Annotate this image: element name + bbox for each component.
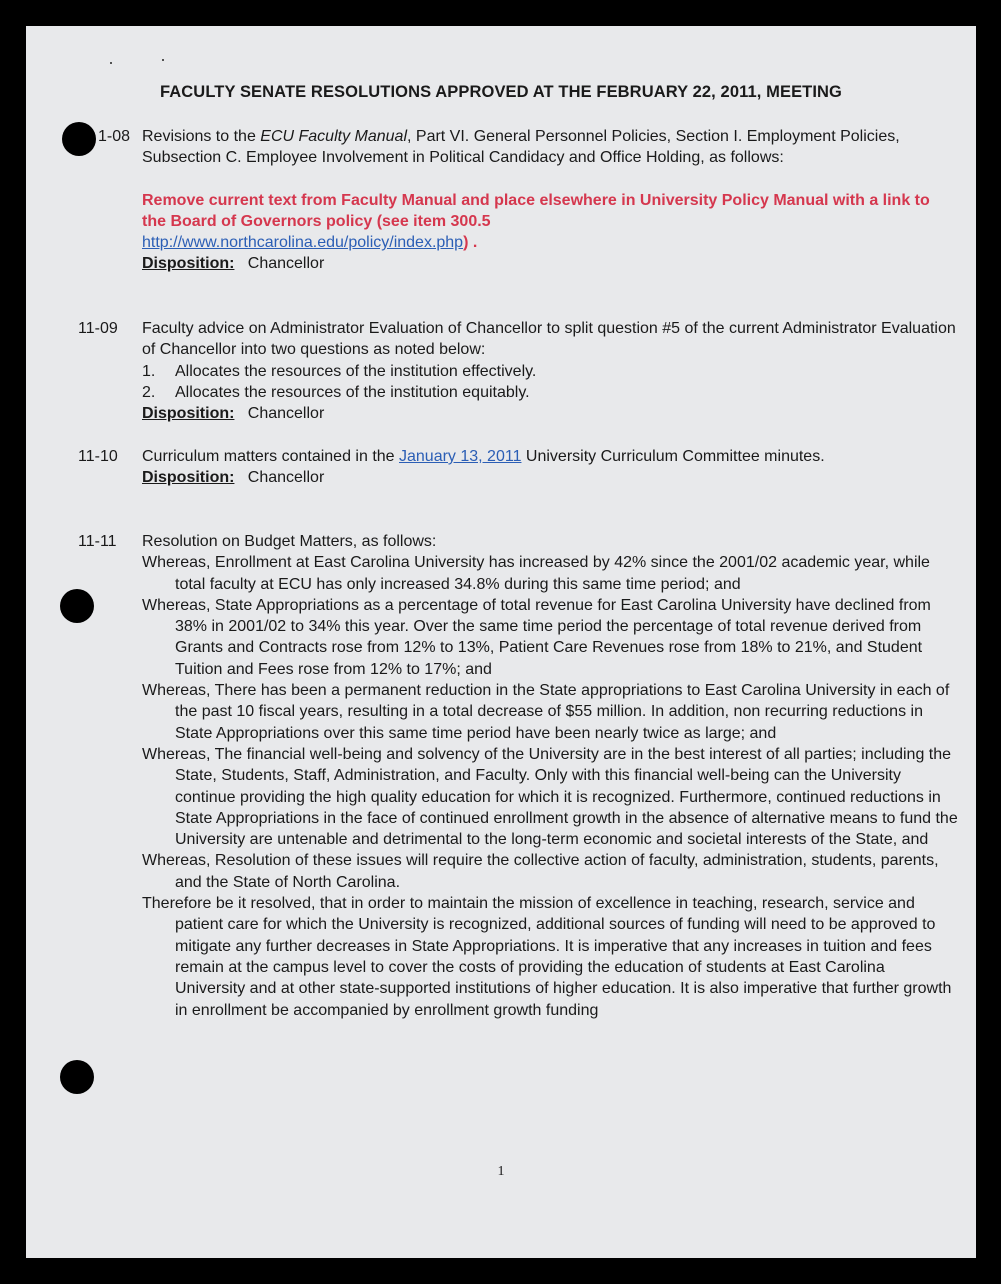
list-number: 1.	[142, 362, 156, 380]
whereas-paragraph: Whereas, There has been a permanent reduction in the State appropriations to East Carolina University in each of the past 10 fiscal years, resulting in a total decrease of $55 million. In addition, non recurring reductions in State Appropriations over this same time period have been nearly twice as large; and	[142, 682, 950, 742]
minutes-link[interactable]: January 13, 2011	[399, 448, 522, 465]
punch-hole	[60, 1060, 94, 1094]
disposition-label: Disposition:	[142, 469, 235, 487]
red-text-close: ) .	[463, 234, 478, 252]
resolution-number: 1-08	[98, 128, 131, 145]
list-item	[142, 382, 958, 403]
resolution-text	[142, 126, 958, 169]
resolution-intro: Resolution on Budget Matters, as follows:	[142, 533, 437, 550]
resolution-11-10	[78, 446, 958, 489]
whereas-paragraph: Whereas, Enrollment at East Carolina University has increased by 42% since the 2001/02 academic year, while total faculty at ECU has only increased 34.8% during this same time period; and	[142, 554, 930, 593]
list-item	[142, 361, 958, 382]
disposition-value: Chancellor	[247, 255, 325, 273]
disposition	[142, 403, 958, 424]
disposition	[142, 253, 958, 274]
list-text: Allocates the resources of the institution effectively.	[175, 362, 537, 380]
policy-link[interactable]: http://www.northcarolina.edu/policy/index.php	[142, 234, 464, 252]
manual-title: ECU Faculty Manual	[260, 128, 407, 145]
whereas-paragraph: Whereas, The financial well-being and solvency of the University are in the best interest of all parties; including the State, Students, Staff, Administration, and Faculty. Only with this financial well-being can the University continue providing the high quality education for which it is recognized. Furthermore, continued reductions in State Appropriations in the face of continued enrollment growth in the absence of alternative means to fund the University are untenable and detrimental to the long-term economic and societal interests of the State, and	[142, 745, 958, 849]
resolution-11-11	[78, 531, 958, 1021]
page-title: FACULTY SENATE RESOLUTIONS APPROVED AT THE FEBRUARY 22, 2011, MEETING	[160, 83, 842, 101]
resolution-number: 11-11	[78, 533, 117, 550]
text-part: University Curriculum Committee minutes.	[521, 448, 825, 465]
whereas-paragraph: Whereas, State Appropriations as a percentage of total revenue for East Carolina University have declined from 38% in 2001/02 to 34% this year. Over the same time period the percentage of total revenue derived from Grants and Contracts rose from 12% to 13%, Patient Care Revenues rose from 18% to 21%, and Student Tuition and Fees rose from 12% to 17%; and	[142, 596, 931, 678]
list-text: Allocates the resources of the institution equitably.	[175, 383, 530, 401]
resolution-11-09	[78, 318, 958, 424]
disposition-label: Disposition:	[142, 405, 235, 423]
scan-speck	[162, 59, 164, 61]
disposition-value: Chancellor	[247, 469, 325, 487]
resolution-number: 11-09	[78, 320, 118, 337]
resolved-paragraph: Therefore be it resolved, that in order to maintain the mission of excellence in teaching, research, service and patient care for which the University is recognized, additional sources of funding will need to be approved to mitigate any further decreases in State Appropriations. It is imperative that any increases in tuition and fees remain at the campus level to cover the costs of providing the education of students at East Carolina University and at other state-supported institutions of higher education. It is also imperative that further growth in enrollment be accompanied by enrollment growth funding	[142, 895, 952, 1019]
resolution-body	[142, 531, 958, 1021]
disposition	[142, 467, 958, 488]
red-text: Remove current text from Faculty Manual and place elsewhere in University Policy Manual with a link to the Board of Governors policy (see item 300.5	[142, 191, 930, 230]
disposition-label: Disposition:	[142, 255, 235, 273]
text-part: , Part VI. General Personnel Policies, Section I. Employment Policies, Subsection C. Employee Involvement in Political Candidacy and Office Holding, as follows:	[142, 128, 900, 167]
document-page	[26, 26, 976, 1258]
whereas-paragraph: Whereas, Resolution of these issues will require the collective action of faculty, administration, students, parents, and the State of North Carolina.	[142, 852, 939, 891]
resolution-body	[142, 126, 958, 275]
text-part: Curriculum matters contained in the	[142, 448, 399, 465]
resolution-body	[142, 318, 958, 424]
red-instruction	[142, 190, 958, 254]
text-part: Revisions to the	[142, 128, 261, 145]
resolution-text	[142, 446, 958, 467]
page-number: 1	[497, 1164, 505, 1179]
scan-speck	[110, 62, 112, 64]
resolution-text: Faculty advice on Administrator Evaluation of Chancellor to split question #5 of the current Administrator Evaluation of Chancellor into two questions as noted below:	[142, 320, 956, 359]
list-number: 2.	[142, 383, 156, 401]
resolution-body	[142, 446, 958, 489]
resolution-number: 11-10	[78, 448, 118, 465]
disposition-value: Chancellor	[247, 405, 325, 423]
resolution-11-08	[78, 126, 958, 275]
